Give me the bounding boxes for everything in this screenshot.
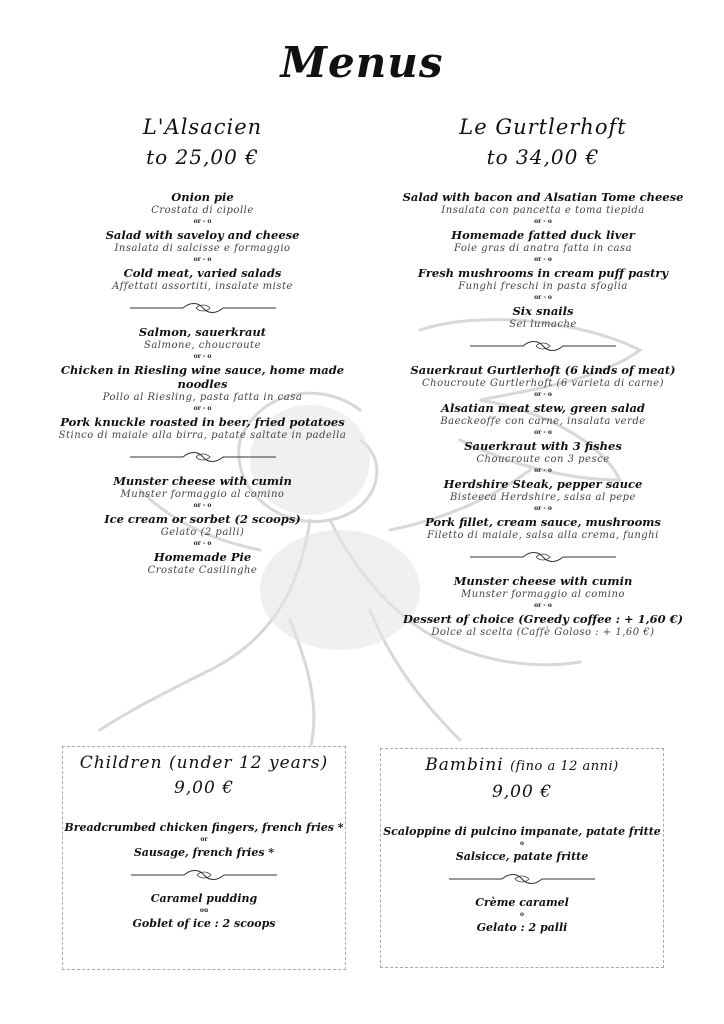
menu-item: [40, 550, 365, 577]
menu-item: [40, 415, 365, 442]
dish-name: Salmon, sauerkraut: [138, 325, 267, 339]
menu-item: [378, 612, 708, 639]
box-title: [381, 753, 663, 779]
dish-name: Sauerkraut with 3 fishes: [464, 439, 622, 453]
box-price: 9,00 €: [491, 782, 553, 802]
menu-item: [40, 228, 365, 264]
or-separator: or - o: [534, 294, 552, 301]
or-separator: or - o: [534, 467, 552, 474]
menu-item: [40, 190, 365, 226]
page-title: Menus: [280, 38, 444, 87]
dish-name: Pork knuckle roasted in beer, fried potatoes: [60, 415, 345, 429]
or-separator: or - o: [193, 256, 212, 263]
dish-name: Salsicce, patate fritte: [455, 850, 589, 863]
or-separator: or: [200, 836, 208, 843]
dish-translation: Crostata di cipolle: [151, 205, 254, 216]
box-title-subtitle: (fino a 12 anni): [510, 759, 619, 774]
menu-item: [40, 363, 365, 413]
ornament-divider: [378, 337, 708, 355]
or-separator: or - o: [534, 429, 552, 436]
menu-price: to 34,00 €: [486, 145, 600, 169]
dish-name: Salad with bacon and Alsatian Tome cheese: [402, 190, 684, 204]
menu-item: [378, 228, 708, 264]
dish-translation: Foie gras di anatra fatta in casa: [453, 243, 633, 254]
or-separator: or - o: [193, 353, 212, 360]
or-separator: or - o: [193, 540, 212, 547]
or-separator: or - o: [534, 505, 552, 512]
ornament-divider: [40, 448, 365, 466]
dish-translation: Funghi freschi in pasta sfoglia: [458, 281, 628, 292]
dish-translation: Dolce al scelta (Caffè Goloso : + 1,60 €): [431, 627, 655, 638]
dish-translation: Choucroute con 3 pesce: [476, 454, 610, 465]
dish-translation: Gelato (2 palli): [160, 527, 245, 538]
dish-name: Crème caramel: [475, 896, 569, 909]
dish-name: Homemade fatted duck liver: [451, 228, 635, 242]
menu-item: [378, 515, 708, 542]
dish-translation: Munster formaggio al comino: [120, 489, 285, 500]
menu-alsacien: [40, 112, 365, 577]
or-separator: or - o: [193, 405, 212, 412]
dish-name: Munster cheese with cumin: [453, 574, 633, 588]
or-separator: or - o: [193, 502, 212, 509]
menu-item: [378, 574, 708, 610]
ornament-divider: [63, 866, 345, 884]
menu-item: [378, 266, 708, 302]
or-separator: or - o: [534, 256, 552, 263]
menu-name: L'Alsacien: [142, 115, 263, 139]
dish-translation: Stinco di maiale alla birra, patate saltate in padella: [58, 430, 347, 441]
dish-name: Six snails: [512, 304, 574, 318]
ornament-divider: [40, 299, 365, 317]
dish-name: Caramel pudding: [150, 892, 258, 905]
dish-name: Chicken in Riesling wine sauce, home made noodles: [60, 363, 345, 391]
or-separator: or - o: [534, 602, 552, 609]
menu-item: [378, 439, 708, 475]
ornament-divider: [381, 870, 663, 888]
dish-name: Dessert of choice (Greedy coffee : + 1,60 €): [402, 612, 684, 626]
ornament-divider: [378, 548, 708, 566]
menu-item: [40, 325, 365, 361]
or-separator: or - o: [534, 391, 552, 398]
dish-name: Munster cheese with cumin: [113, 474, 292, 488]
dish-translation: Pollo al Riesling, pasta fatta in casa: [102, 392, 303, 403]
dish-name: Sausage, french fries *: [133, 846, 275, 859]
dish-name: Ice cream or sorbet (2 scoops): [104, 512, 301, 526]
menu-price: to 25,00 €: [146, 145, 259, 169]
dish-name: Salad with saveloy and cheese: [105, 228, 300, 242]
dish-name: Homemade Pie: [153, 550, 252, 564]
menu-item: [40, 512, 365, 548]
box-title-main: Bambini: [425, 755, 504, 775]
dish-name: Onion pie: [171, 190, 234, 204]
or-separator: or - o: [193, 218, 212, 225]
children-menu-box: [62, 746, 346, 970]
dish-name: Fresh mushrooms in cream puff pastry: [417, 266, 669, 280]
dish-name: Breadcrumbed chicken fingers, french fries *: [64, 821, 344, 834]
dish-name: Cold meat, varied salads: [123, 266, 282, 280]
menu-item: [378, 304, 708, 331]
menu-gurtlerhoft: [378, 112, 708, 639]
or-separator: o: [519, 911, 524, 918]
dish-translation: Choucroute Gurtlerhoft (6 varieta di carne): [422, 378, 664, 389]
dish-translation: Munster formaggio al comino: [461, 589, 625, 600]
bambini-menu-box: [380, 748, 664, 968]
dish-name: Sauerkraut Gurtlerhoft (6 kinds of meat): [410, 363, 676, 377]
box-title: Children (under 12 years): [79, 753, 329, 773]
dish-translation: Sei lumache: [509, 319, 577, 330]
dish-translation: Insalata con pancetta e toma tiepida: [441, 205, 645, 216]
dish-name: Pork fillet, cream sauce, mushrooms: [425, 515, 661, 529]
or-separator: or - o: [534, 218, 552, 225]
dish-name: Alsatian meat stew, green salad: [441, 401, 645, 415]
dish-translation: Bisteeca Herdshire, salsa al pepe: [450, 492, 636, 503]
dish-name: Scaloppine di pulcino impanate, patate fritte: [383, 825, 661, 838]
dish-name: Herdshire Steak, pepper sauce: [443, 477, 643, 491]
dish-translation: Insalata di salcisse e formaggio: [114, 243, 291, 254]
dish-name: Gelato : 2 palli: [476, 921, 568, 934]
menu-name: Le Gurtlerhoft: [459, 115, 627, 139]
menu-item: [378, 401, 708, 437]
menu-item: [40, 266, 365, 293]
dish-translation: Baeckeoffe con carne, insalata verde: [440, 416, 646, 427]
dish-name: Goblet of ice : 2 scoops: [132, 917, 276, 930]
dish-translation: Crostate Casilinghe: [147, 565, 258, 576]
or-separator: ou: [199, 907, 209, 914]
or-separator: o: [519, 840, 524, 847]
menu-item: [378, 363, 708, 399]
menu-item: [378, 190, 708, 226]
box-price: 9,00 €: [173, 778, 235, 798]
dish-translation: Affettati assortiti, insalate miste: [112, 281, 293, 292]
dish-translation: Filetto di maiale, salsa alla crema, funghi: [427, 530, 659, 541]
dish-translation: Salmone, choucroute: [143, 340, 261, 351]
menu-item: [40, 474, 365, 510]
menu-item: [378, 477, 708, 513]
